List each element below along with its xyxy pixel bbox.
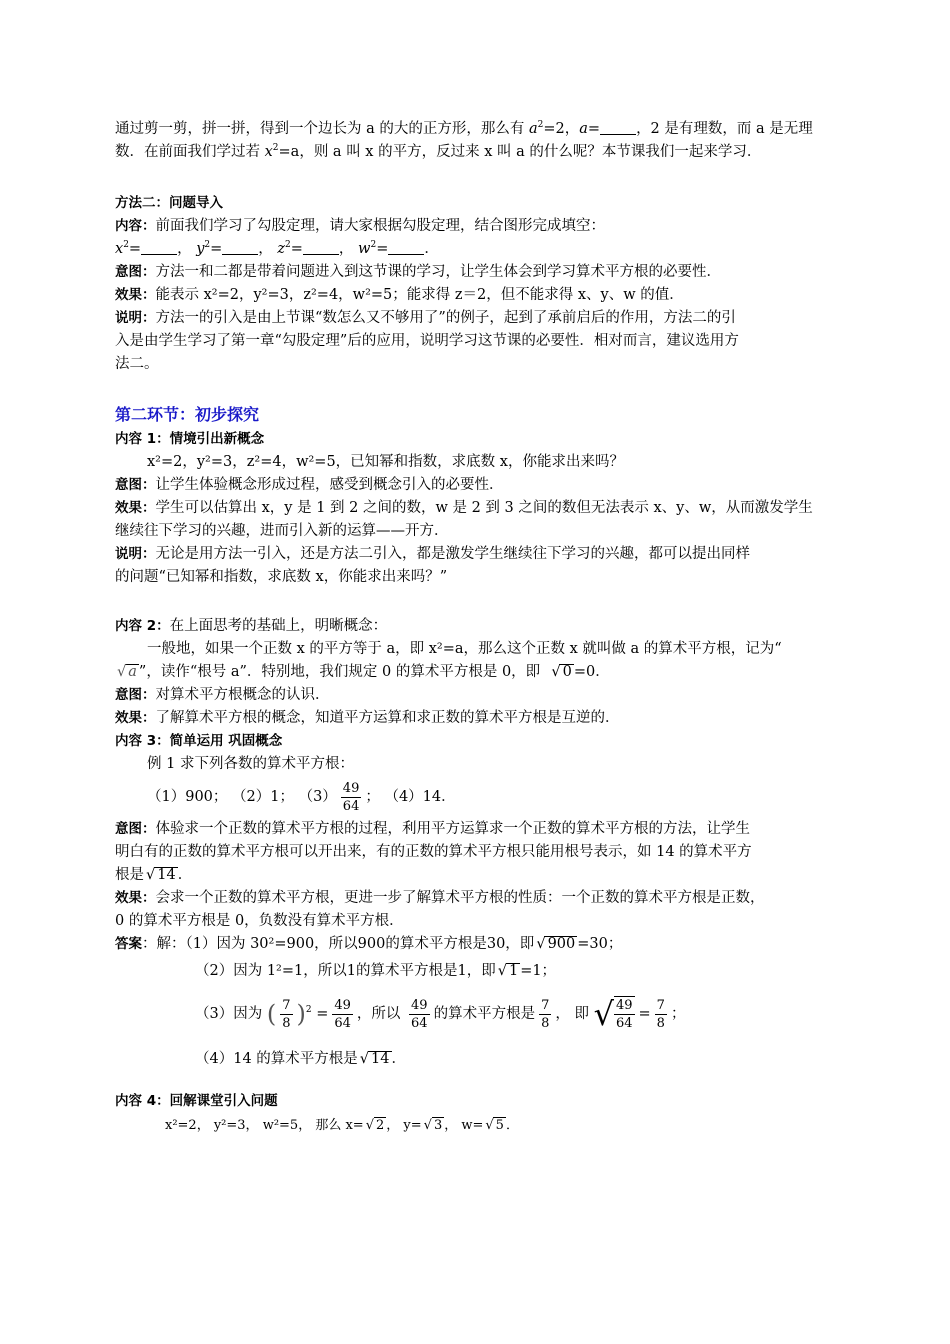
c2-intent [115,684,840,707]
method2-fill-line: $x^2=$ ， $y^2=$ ， $z^2=$ ， $w^2=$ ． [115,240,439,257]
intro-text: 通过剪一剪，拼一拼，得到一个边长为 a 的大的正方形，那么有 [115,121,529,137]
sqrt-fraction: $\frac{49}{64}$ [615,998,633,1031]
sqrt-2: √ 2 [374,1117,387,1133]
label: 意图： [115,687,156,703]
text: （4）14 的算术平方根是 [195,1051,358,1067]
label: 效果： [115,500,156,516]
text: 无论是用方法一引入，还是方法二引入，都是激发学生继续往下学习的兴趣，都可以提出同样 [155,546,750,562]
intro-text: =a，则 a 叫 x 的平方，反过来 x 叫 a 的什么呢？本节课我们一起来学习． [278,144,762,160]
sqrt-3: √ 3 [432,1117,445,1133]
fraction-7-8: $\frac{7}{8}$ [541,997,550,1031]
fraction-49-64: $\frac{49}{64}$ [411,997,428,1031]
intro-text: = [587,121,601,137]
method2-title: 方法二：问题导入 [115,195,223,211]
fraction-49-64: $\frac{49}{64}$ [342,780,360,814]
c3-title: 内容 3：简单运用 巩固概念 [115,733,283,749]
answer-3: （3）因为 ( $\frac{7}{8}$ )$^2$ = $\frac{49}{64}$ ，所以 $\frac{49}{64}$ 的算术平方根是 $\frac{7}{8}$ ， 即 √ $\frac{49}{64}$ = $\frac{7}{8}$ ； [195,995,686,1033]
fraction-7-8: $\frac{7}{8}$ [656,997,665,1031]
text: 体验求一个正数的算术平方根的过程，利用平方运算求一个正数的算术平方根的方法，让学生 [155,821,750,837]
label: 意图： [115,264,156,280]
text: 在上面思考的基础上，明晰概念： [169,618,388,634]
var-a: a [579,121,588,137]
var: y [196,241,205,257]
fill-blank [600,120,636,135]
intro-line-2: 数．在前面我们学过若 $x^2=a$，则 a 叫 x 的平方，反过来 x 叫 a 的什么呢？本节课我们一起来学习． [115,143,762,160]
method2-note-3: 法二。 [115,356,159,372]
method2-intent [115,261,840,284]
text: 让学生体验概念形成过程，感受到概念引入的必要性． [155,477,504,493]
c4-line: x²=2， y²=3， w²=5， 那么 x=√ 2 ， y=√ 3 ， w=√ 5 ． [115,1113,840,1139]
c1-effect-2: 继续往下学习的兴趣，进而引入新的运算——开方． [115,523,449,539]
c1-title: 内容 1：情境引出新概念 [115,431,265,447]
c3-intent-2: 明白有的正数的算术平方根可以开出来，有的正数的算术平方根只能用根号表示，如 14 的算术平方 [115,844,752,860]
label: 说明： [115,310,156,326]
c3-intent-3: 根是√ 14 ． [115,864,840,887]
answer-1: 答案：解：（1）因为 30²=900，所以900的算术平方根是30，即√ 900 =30； [115,933,840,956]
c1-note [115,543,840,566]
text: ”，读作“根号 a”．特别地，我们规定 0 的算术平方根是 0，即 [138,664,541,680]
method2-effect [115,284,840,307]
method2-note [115,307,840,330]
sqrt-900: √ 900 [544,936,577,952]
fraction-49-64: $\frac{49}{64}$ [334,997,351,1031]
text: 对算术平方根概念的认识． [155,687,330,703]
var: x [115,241,124,257]
text: 学生可以估算出 x，y 是 1 到 2 之间的数，w 是 2 到 3 之间的数但无法表示 x、y、w，从而激发学生 [155,500,813,516]
c2-effect [115,707,840,730]
label: 效果： [115,710,156,726]
text: =0． [573,664,610,680]
fill-blank [303,240,339,255]
var-x: x [264,144,273,160]
sqrt-14: √ 14 [154,867,178,883]
text: 的算术平方根是 [433,1006,536,1022]
var-a: a [528,121,538,137]
text: 能表示 x²=2，y²=3，z²=4，w²=5；能求得 z＝2，但不能求得 x、y、w 的值． [155,287,684,303]
answer-2: （2）因为 1²=1，所以1的算术平方根是1，即√ 1 =1； [115,956,840,986]
label: 意图： [115,477,156,493]
section2-title: 第二环节：初步探究 [115,405,260,424]
intro-text: ，2 是有理数，而 a 是无理 [636,121,813,137]
label: 效果： [115,890,156,906]
text: 方法一的引入是由上节课“数怎么又不够用了”的例子，起到了承前启后的作用，方法二的引 [155,310,736,326]
text: ，所以 [356,1006,401,1022]
label: 内容 2： [115,618,170,634]
sqrt-1: √ 1 [506,963,520,979]
text: 了解算术平方根的概念，知道平方运算和求正数的算术平方根是互逆的． [155,710,620,726]
sqrt-14: √ 14 [368,1051,392,1067]
c3-effect-2: 0 的算术平方根是 0，负数没有算术平方根． [115,913,404,929]
label: 答案 [115,936,142,952]
text: 前面我们学习了勾股定理，请大家根据勾股定理，结合图形完成填空： [155,218,605,234]
method2-note-2: 入是由学生学习了第一章“勾股定理”后的应用，说明学习这节课的必要性．相对而言，建议选用方 [115,333,739,349]
fill-blank [388,240,424,255]
method2-content [115,215,840,238]
c2-def-2 [115,661,840,684]
intro-line-1: 通过剪一剪，拼一拼，得到一个边长为 a 的大的正方形，那么有 $a^2=2$，a= ，2 是有理数，而 a 是无理 [115,120,813,137]
sqrt-a: √ a [125,664,139,680]
document-page [115,118,840,1139]
c3-example: 例 1 求下列各数的算术平方根： [147,756,354,772]
c3-effect [115,887,840,910]
var: z [277,241,286,257]
c3-items [115,776,840,818]
label: 说明： [115,546,156,562]
text: ：解：（1）因为 30²=900，所以900的算术平方根是30，即 [142,936,535,952]
answer-4: （4）14 的算术平方根是√ 14 ． [115,1042,840,1076]
c1-intent [115,474,840,497]
sqrt-0: √ 0 [559,664,573,680]
label: 效果： [115,287,156,303]
c3-intent [115,818,840,841]
fill-blank [141,240,177,255]
label: 意图： [115,821,156,837]
c1-line: x²=2，y²=3，z²=4，w²=5，已知幂和指数，求底数 x，你能求出来吗？ [147,454,624,470]
text: ， 即 [555,1006,589,1022]
intro-text: =2， [543,121,580,137]
text: ； （4）14． [365,789,456,805]
text: 方法一和二都是带着问题进入到这节课的学习，让学生体会到学习算术平方根的必要性． [155,264,721,280]
c1-effect [115,497,840,520]
text: （1）900； （2）1； （3） [147,789,337,805]
c4-title: 内容 4：回解课堂引入问题 [115,1093,278,1109]
fraction-7-8: $\frac{7}{8}$ [282,997,291,1031]
intro-text: 数．在前面我们学过若 [115,144,265,160]
sqrt-5: √ 5 [493,1117,506,1133]
var: w [358,241,371,257]
text: （3）因为 [195,1006,263,1022]
text: 会求一个正数的算术平方根，更进一步了解算术平方根的性质：一个正数的算术平方根是正数， [155,890,765,906]
c1-note-2: 的问题“已知幂和指数，求底数 x，你能求出来吗？” [115,569,448,585]
fill-blank [222,240,258,255]
c2-def-1: 一般地，如果一个正数 x 的平方等于 a，即 x²=a，那么这个正数 x 就叫做 a 的算术平方根，记为“ [147,641,782,657]
label: 内容： [115,218,156,234]
c2-intro [115,615,840,638]
text: （2）因为 1²=1，所以1的算术平方根是1，即 [195,963,496,979]
